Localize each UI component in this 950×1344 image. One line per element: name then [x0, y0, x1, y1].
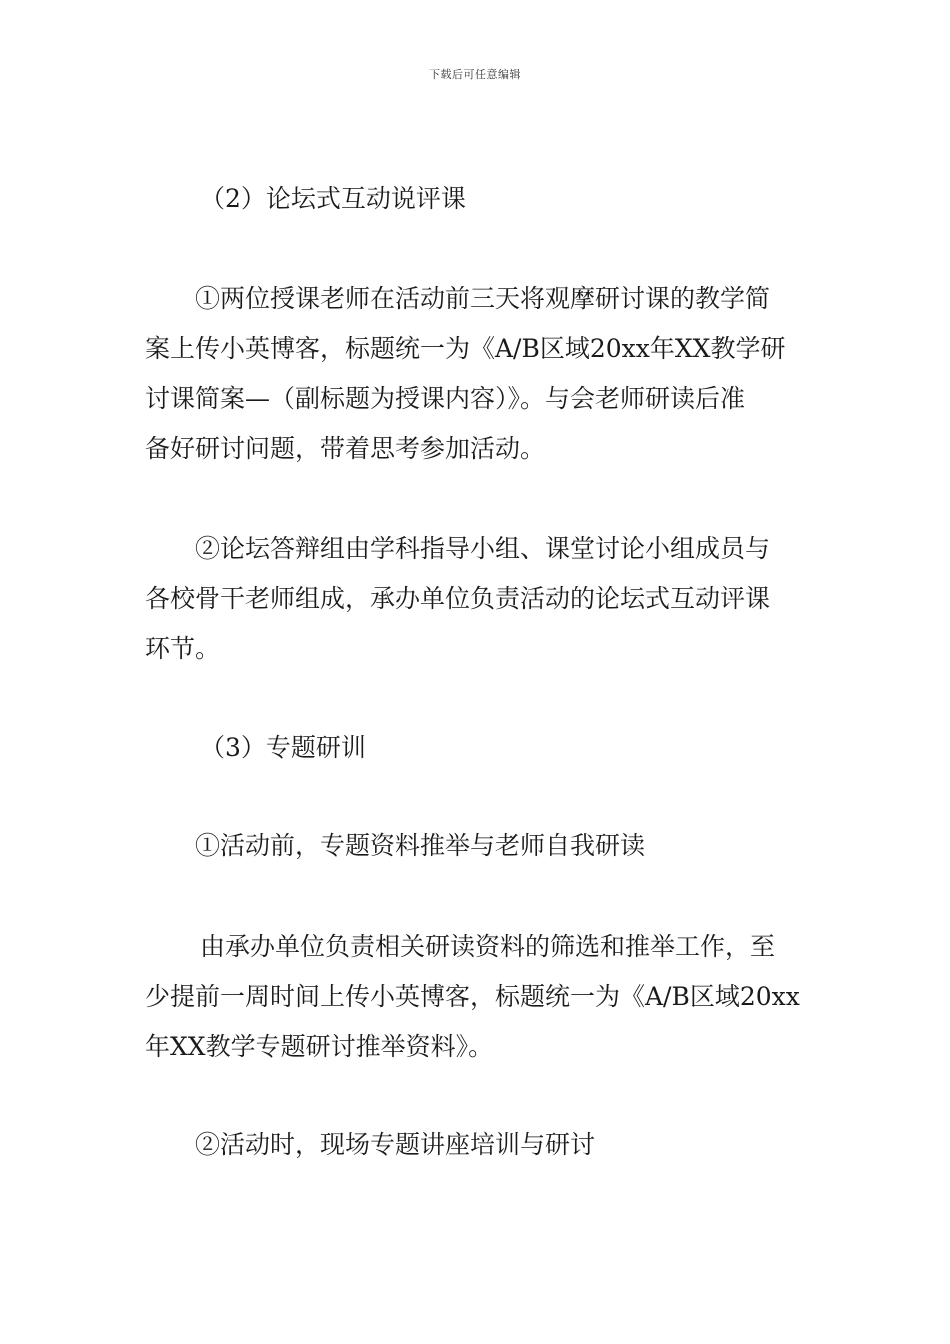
section-heading-3: （3）专题研训 [200, 733, 366, 762]
paragraph-line: 案上传小英博客，标题统一为《A/B区域20xx年XX教学研 [145, 334, 786, 363]
paragraph-line: 备好研讨问题，带着思考参加活动。 [145, 434, 546, 463]
paragraph-line: 各校骨干老师组成，承办单位负责活动的论坛式互动评课 [145, 584, 771, 613]
paragraph-line: 讨课简案—（副标题为授课内容）》。与会老师研读后准 [145, 384, 746, 413]
item-3-1: ①活动前，专题资料推举与老师自我研读 [195, 831, 646, 860]
paragraph-line: 年XX教学专题研讨推举资料》。 [145, 1032, 494, 1061]
section-heading-2: （2）论坛式互动说评课 [200, 184, 466, 213]
item-3-2: ②活动时，现场专题讲座培训与研讨 [195, 1130, 596, 1159]
download-note: 下载后可任意编辑 [429, 68, 521, 81]
paragraph-line: 由承办单位负责相关研读资料的筛选和推举工作，至 [200, 932, 776, 961]
paragraph-line: ①两位授课老师在活动前三天将观摩研讨课的教学简 [195, 284, 771, 313]
paragraph-line: ②论坛答辩组由学科指导小组、课堂讨论小组成员与 [195, 534, 771, 563]
paragraph-line: 环节。 [145, 634, 221, 663]
paragraph-line: 少提前一周时间上传小英博客，标题统一为《A/B区域20xx [145, 982, 800, 1011]
